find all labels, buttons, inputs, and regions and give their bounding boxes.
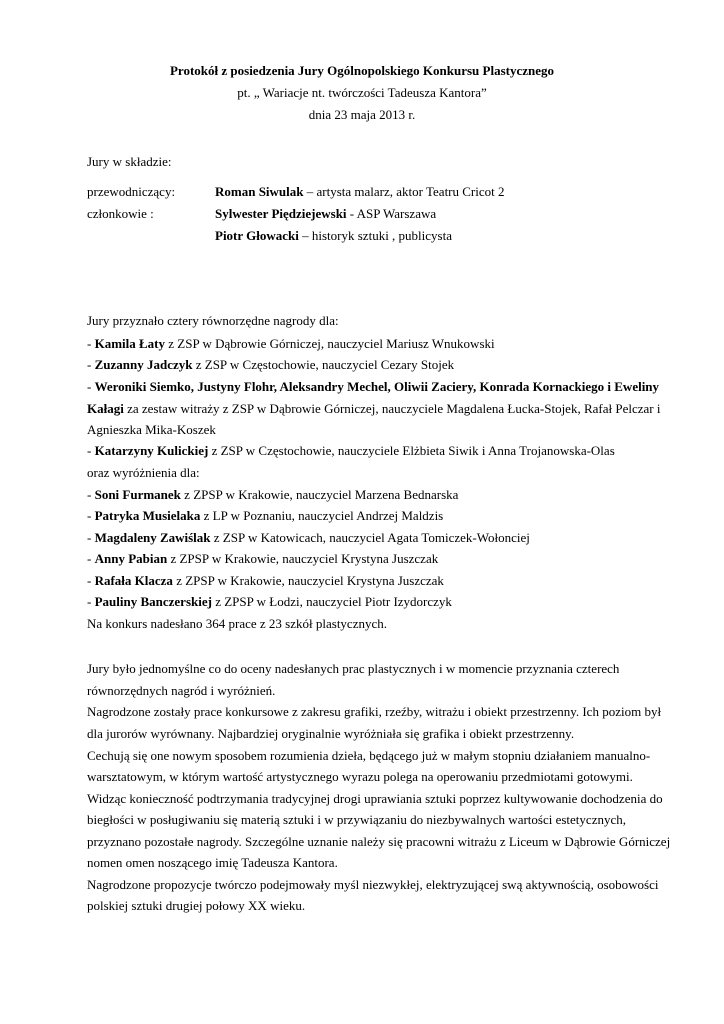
list-dash: - — [87, 443, 95, 458]
body-line: przyznano pozostałe nagrody. Szczególne uznanie należy się pracowni witrażu z Liceum w Dąbrowie Górniczej — [87, 834, 671, 849]
award-name: Kałagi — [87, 401, 124, 416]
mention-item — [87, 530, 530, 546]
mention-name: Soni Furmanek — [94, 487, 181, 502]
list-dash: - — [87, 573, 95, 588]
list-dash: - — [87, 379, 95, 394]
body-line: Nagrodzone zostały prace konkursowe z zakresu grafiki, rzeźby, witrażu i obiekt przestrzenny. Ich poziom był — [87, 704, 662, 719]
award-name: Weroniki Siemko, Justyny Flohr, Aleksandry Mechel, Oliwii Zaciery, Konrada Kornackiego i Eweliny — [94, 379, 660, 394]
document-title: Protokół z posiedzenia Jury Ogólnopolskiego Konkursu Plastycznego — [169, 63, 554, 78]
mention-item — [87, 551, 438, 567]
mention-item — [87, 487, 458, 503]
member-name: Piotr Głowacki — [215, 228, 299, 243]
award-desc: za zestaw witraży z ZSP w Dąbrowie Górniczej, nauczyciele Magdalena Łucka-Stojek, Rafał Pelczar i — [123, 401, 661, 416]
mention-desc: z ZSP w Katowicach, nauczyciel Agata Tomiczek-Wołonciej — [210, 530, 530, 545]
mention-name: Patryka Musielaka — [94, 508, 201, 523]
award-item-cont — [87, 401, 660, 417]
body-line: równorzędnych nagród i wyróżnień. — [87, 683, 276, 698]
mentions-intro: oraz wyróżnienia dla: — [87, 465, 200, 480]
chair-name: Roman Siwulak — [215, 184, 304, 199]
award-desc: z ZSP w Częstochowie, nauczyciele Elżbieta Siwik i Anna Trojanowska-Olas — [208, 443, 615, 458]
body-line: dla jurorów wyrównany. Najbardziej oryginalnie wyróżniała się grafika i obiekt przestrzenny. — [87, 726, 575, 741]
jury-intro: Jury w składzie: — [87, 154, 172, 169]
list-dash: - — [87, 508, 95, 523]
body-line: Jury było jednomyślne co do oceny nadesłanych prac plastycznych i w momencie przyznania czterech — [87, 661, 620, 676]
members-label: członkowie : — [87, 206, 154, 221]
member-entry — [215, 206, 436, 222]
award-item-cont: Agnieszka Mika-Koszek — [87, 422, 216, 437]
body-line: Cechują się one nowym sposobem rozumienia dzieła, będącego już w małym stopniu działaniem manualno- — [87, 748, 651, 763]
award-name: Zuzanny Jadczyk — [94, 357, 193, 372]
submission-summary: Na konkurs nadesłano 364 prace z 23 szkół plastycznych. — [87, 616, 387, 631]
member-name: Sylwester Piędziejewski — [215, 206, 347, 221]
mention-desc: z ZPSP w Krakowie, nauczyciel Krystyna Juszczak — [172, 573, 444, 588]
document-subtitle: pt. „ Wariacje nt. twórczości Tadeusza Kantora” — [237, 85, 487, 100]
mention-item — [87, 573, 444, 589]
chair-desc: – artysta malarz, aktor Teatru Cricot 2 — [303, 184, 505, 199]
mention-name: Magdaleny Zawiślak — [94, 530, 211, 545]
mention-desc: z LP w Poznaniu, nauczyciel Andrzej Maldzis — [200, 508, 444, 523]
member-desc: - ASP Warszawa — [346, 206, 437, 221]
mention-name: Rafała Klacza — [94, 573, 173, 588]
award-name: Kamila Łaty — [94, 336, 166, 351]
mention-name: Anny Pabian — [94, 551, 168, 566]
award-item — [87, 357, 454, 373]
body-line: warsztatowym, w którym wartość artystycznego wyrazu polega na operowaniu przedmiotami gotowymi. — [87, 769, 633, 784]
award-desc: z ZSP w Dąbrowie Górniczej, nauczyciel Mariusz Wnukowski — [165, 336, 495, 351]
mention-item — [87, 508, 443, 524]
mention-name: Pauliny Banczerskiej — [94, 594, 212, 609]
mention-desc: z ZPSP w Łodzi, nauczyciel Piotr Izydorczyk — [211, 594, 452, 609]
member-desc: – historyk sztuki , publicysta — [298, 228, 452, 243]
body-line: nomen omen noszącego imię Tadeusza Kantora. — [87, 855, 338, 870]
chair-label: przewodniczący: — [87, 184, 176, 199]
award-name: Katarzyny Kulickiej — [94, 443, 209, 458]
mention-desc: z ZPSP w Krakowie, nauczyciel Krystyna Juszczak — [167, 551, 439, 566]
list-dash: - — [87, 594, 95, 609]
award-desc: z ZSP w Częstochowie, nauczyciel Cezary Stojek — [192, 357, 455, 372]
award-item — [87, 379, 659, 395]
member-entry — [215, 228, 452, 244]
award-item — [87, 443, 615, 459]
list-dash: - — [87, 530, 95, 545]
list-dash: - — [87, 357, 95, 372]
mention-desc: z ZPSP w Krakowie, nauczyciel Marzena Bednarska — [180, 487, 459, 502]
mention-item — [87, 594, 452, 610]
list-dash: - — [87, 551, 95, 566]
list-dash: - — [87, 487, 95, 502]
list-dash: - — [87, 336, 95, 351]
body-line: Widząc konieczność podtrzymania tradycyjnej drogi uprawiania sztuki poprzez kultywowanie dochodzenia do — [87, 791, 663, 806]
body-line: biegłości w posługiwaniu się materią sztuki i w przywiązaniu do niezbywalnych wartości estetycznych, — [87, 812, 626, 827]
body-line: Nagrodzone propozycje twórczo podejmowały myśl niezwykłej, elektryzującej swą aktywnością, osobowości — [87, 877, 659, 892]
chair-entry — [215, 184, 505, 200]
document-date: dnia 23 maja 2013 r. — [308, 107, 416, 122]
body-line: polskiej sztuki drugiej połowy XX wieku. — [87, 898, 306, 913]
document-header — [0, 60, 724, 126]
award-item — [87, 336, 495, 352]
awards-intro: Jury przyznało cztery równorzędne nagrody dla: — [87, 313, 339, 328]
